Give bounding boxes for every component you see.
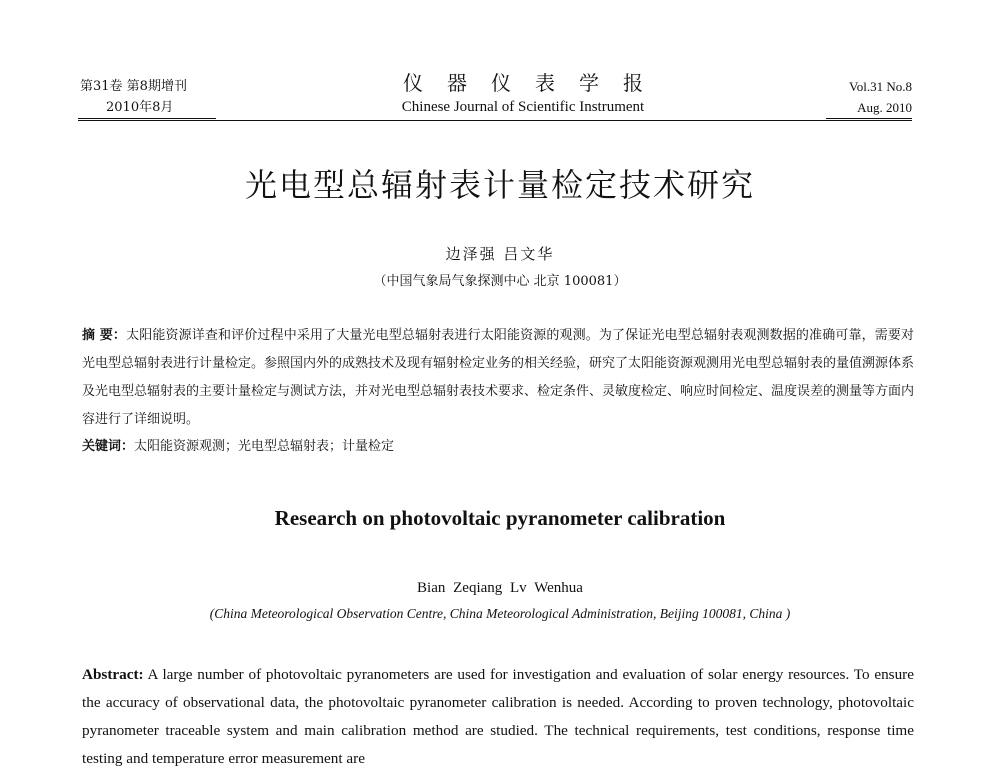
issue-info-cn bbox=[78, 76, 248, 119]
abstract-text-cn: 太阳能资源详查和评价过程中采用了大量光电型总辐射表进行太阳能资源的观测。为了保证光电型总辐射表观测数据的准确可靠，需要对光电型总辐射表进行计量检定。参照国内外的成熟技术及现有辐射检定业务的相关经验，研究了太阳能资源观测用光电型总辐射表的量值溯源体系及光电型总辐射表的主要计量检定与测试方法，并对光电型总辐射表技术要求、检定条件、灵敏度检定、响应时间检定、温度误差的测量等方面内容进行了详细说明。 bbox=[82, 328, 915, 427]
keywords-cn bbox=[82, 434, 914, 460]
journal-name bbox=[363, 70, 683, 118]
paper-title-en: Research on photovoltaic pyranometer calibration bbox=[274, 506, 726, 530]
authors-cn: 边泽强 吕文华 bbox=[445, 245, 555, 263]
journal-name-cn: 仪器仪表学报 bbox=[403, 71, 667, 95]
abstract-text-en: A large number of photovoltaic pyranometers are used for investigation and evaluation of solar energy resources. To ensure the accuracy of observational data, the photovoltaic pyranometer calibration is needed. According to proven technology, photovoltaic pyranometer traceable system and main calibration method are studied. The technical requirements, test conditions, response time testing and temperature error measurement are bbox=[82, 666, 914, 767]
abstract-label-en: Abstract: bbox=[82, 666, 144, 683]
header-rule bbox=[78, 120, 912, 121]
keywords-text-cn: 太阳能资源观测；光电型总辐射表；计量检定 bbox=[134, 439, 395, 454]
abstract-label-cn: 摘 要： bbox=[82, 328, 127, 343]
keywords-label-cn: 关键词： bbox=[82, 439, 135, 454]
date-en: Aug. 2010 bbox=[826, 97, 912, 119]
affiliation-cn: （中国气象局气象探测中心 北京 100081） bbox=[373, 274, 627, 289]
authors-en: Bian Zeqiang Lv Wenhua bbox=[417, 580, 583, 596]
volume-en: Vol.31 No.8 bbox=[849, 79, 912, 94]
volume-cn: 第31卷 第8期增刊 bbox=[80, 79, 187, 94]
date-cn: 2010年8月 bbox=[78, 97, 216, 119]
abstract-cn bbox=[82, 322, 914, 434]
journal-header bbox=[78, 71, 912, 122]
journal-name-en: Chinese Journal of Scientific Instrument bbox=[401, 99, 645, 115]
abstract-en bbox=[82, 661, 914, 773]
paper-title-cn: 光电型总辐射表计量检定技术研究 bbox=[244, 166, 755, 204]
affiliation-en: (China Meteorological Observation Centre, China Meteorological Administration, Beijing 100081, China ) bbox=[209, 606, 791, 621]
issue-info-en bbox=[802, 76, 912, 119]
